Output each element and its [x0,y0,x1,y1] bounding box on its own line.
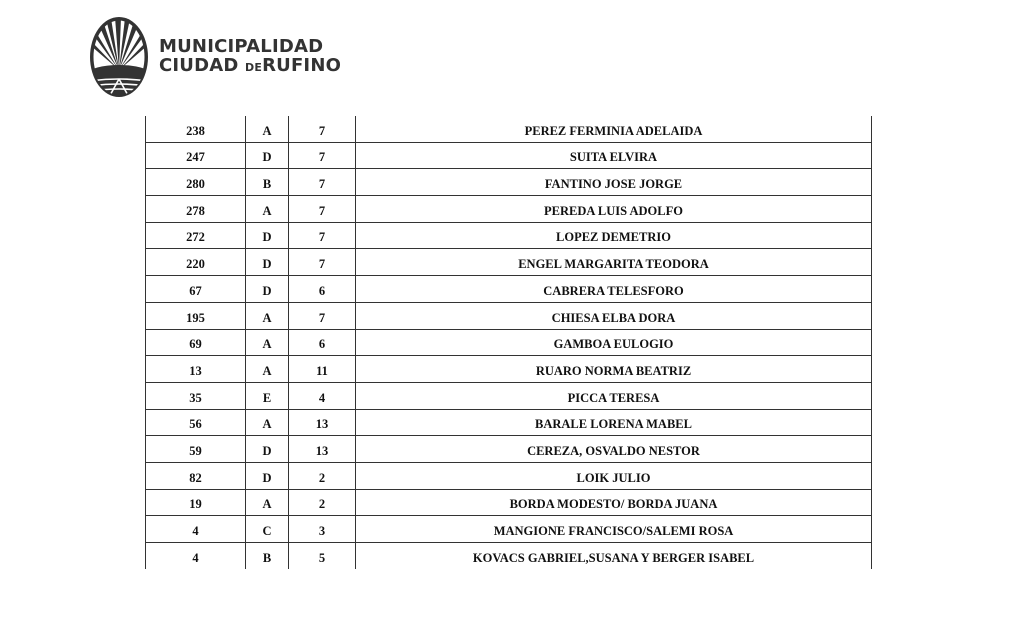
name-cell-text: SUITA ELVIRA [569,150,658,165]
name-cell-text: CHIESA ELBA DORA [551,310,676,325]
number-cell [146,116,246,142]
number-cell [146,276,246,303]
section-cell-text: A [262,310,272,325]
row-cell-text: 7 [318,150,326,165]
brand-ciudad: CIUDAD [159,55,239,76]
section-cell-text: D [262,257,272,272]
row-cell-text: 7 [318,310,326,325]
row-cell-text: 7 [318,203,326,218]
row-cell [289,329,356,356]
section-cell-text: A [262,337,272,352]
name-cell-text: RUARO NORMA BEATRIZ [535,363,692,378]
name-cell [356,249,872,276]
row-cell-text: 7 [318,230,326,245]
row-cell [289,249,356,276]
section-cell-text: A [262,497,272,512]
number-cell-text: 238 [186,123,205,138]
section-cell-text: A [262,203,272,218]
section-cell [246,222,289,249]
row-cell [289,302,356,329]
name-cell-text: BARALE LORENA MABEL [535,417,692,432]
section-cell [246,169,289,196]
table-row [146,543,872,569]
section-cell [246,409,289,436]
name-cell [356,329,872,356]
section-cell [246,489,289,516]
row-cell [289,276,356,303]
header [88,14,341,100]
number-cell-text: 82 [189,470,202,485]
row-cell-text: 2 [318,470,326,485]
section-cell [246,356,289,383]
section-cell [246,382,289,409]
row-cell [289,196,356,223]
row-cell [289,222,356,249]
section-cell-text: D [262,283,272,298]
section-cell-text: B [262,177,272,192]
table-row [146,276,872,303]
section-cell-text: D [262,470,272,485]
number-cell [146,142,246,169]
number-cell [146,409,246,436]
rufino-sun-logo-icon [88,15,150,99]
name-cell [356,196,872,223]
table-row [146,382,872,409]
row-cell [289,436,356,463]
name-cell-text: KOVACS GABRIEL,SUSANA Y BERGER ISABEL [472,550,755,565]
section-cell [246,249,289,276]
section-cell [246,196,289,223]
row-cell [289,382,356,409]
row-cell [289,409,356,436]
row-cell [289,516,356,543]
table-row [146,356,872,383]
row-cell [289,462,356,489]
row-cell [289,356,356,383]
table-row [146,169,872,196]
records-table-body [146,116,872,569]
table-row [146,329,872,356]
section-cell [246,116,289,142]
name-cell [356,409,872,436]
row-cell-text: 6 [318,283,326,298]
table-row [146,436,872,463]
number-cell-text: 59 [189,443,202,458]
name-cell [356,222,872,249]
number-cell [146,222,246,249]
section-cell [246,516,289,543]
number-cell [146,436,246,463]
row-cell-text: 6 [318,337,326,352]
row-cell-text: 5 [318,550,326,565]
row-cell-text: 11 [316,363,328,378]
name-cell [356,116,872,142]
table-row [146,116,872,142]
row-cell-text: 2 [318,497,326,512]
row-cell-text: 3 [318,524,326,538]
table-row [146,196,872,223]
name-cell [356,356,872,383]
row-cell [289,489,356,516]
row-cell-text: 7 [318,177,326,192]
number-cell [146,516,246,543]
brand-rufino: RUFINO [262,55,342,76]
number-cell-text: 278 [186,203,205,218]
brand-line-2 [159,56,341,77]
municipality-name [159,37,341,77]
number-cell [146,382,246,409]
number-cell-text: 67 [189,283,202,298]
name-cell [356,142,872,169]
number-cell-text: 35 [189,390,202,405]
name-cell [356,516,872,543]
section-cell-text: A [262,417,272,432]
brand-de: DE [245,61,263,74]
brand-line-1: MUNICIPALIDAD [159,36,324,57]
number-cell-text: 220 [186,257,205,272]
number-cell [146,489,246,516]
number-cell-text: 195 [186,310,205,325]
row-cell-text: 7 [318,123,326,138]
number-cell-text: 4 [192,550,199,565]
name-cell-text: PEREZ FERMINIA ADELAIDA [524,123,703,138]
name-cell [356,489,872,516]
row-cell-text: 7 [318,257,326,272]
number-cell [146,462,246,489]
section-cell [246,142,289,169]
table-row [146,222,872,249]
name-cell-text: LOPEZ DEMETRIO [556,230,671,245]
section-cell-text: D [262,230,272,245]
number-cell-text: 247 [186,150,205,165]
section-cell [246,276,289,303]
section-cell [246,436,289,463]
table-row [146,142,872,169]
table-row [146,516,872,543]
section-cell [246,543,289,569]
section-cell-text: D [262,443,272,458]
row-cell-text: 13 [315,417,329,432]
name-cell-text: PEREDA LUIS ADOLFO [544,203,683,218]
row-cell-text: 13 [315,443,329,458]
number-cell-text: 280 [186,177,205,192]
name-cell-text: LOIK JULIO [576,470,651,485]
name-cell-text: ENGEL MARGARITA TEODORA [518,257,709,272]
number-cell-text: 272 [186,230,205,245]
table-row [146,249,872,276]
name-cell-text: FANTINO JOSE JORGE [544,177,683,192]
records-table-wrapper [145,116,871,569]
number-cell-text: 13 [189,363,202,378]
row-cell [289,169,356,196]
section-cell [246,302,289,329]
number-cell-text: 56 [189,417,202,432]
table-row [146,462,872,489]
name-cell-text: GAMBOA EULOGIO [553,337,674,352]
table-row [146,409,872,436]
name-cell-text: BORDA MODESTO/ BORDA JUANA [509,497,718,512]
section-cell [246,329,289,356]
number-cell [146,329,246,356]
name-cell-text: CABRERA TELESFORO [543,283,684,298]
name-cell-text: CEREZA, OSVALDO NESTOR [527,443,700,458]
name-cell [356,436,872,463]
table-row [146,489,872,516]
row-cell [289,142,356,169]
number-cell [146,302,246,329]
name-cell [356,169,872,196]
section-cell-text: C [262,524,272,538]
name-cell [356,276,872,303]
number-cell [146,169,246,196]
row-cell [289,543,356,569]
row-cell [289,116,356,142]
section-cell-text: B [262,550,272,565]
number-cell [146,249,246,276]
name-cell [356,382,872,409]
number-cell-text: 69 [189,337,202,352]
number-cell [146,356,246,383]
number-cell-text: 19 [189,497,202,512]
section-cell [246,462,289,489]
section-cell-text: A [262,363,272,378]
number-cell [146,543,246,569]
section-cell-text: A [262,123,272,138]
section-cell-text: D [262,150,272,165]
row-cell-text: 4 [318,390,326,405]
section-cell-text: E [262,390,272,405]
name-cell [356,462,872,489]
table-row [146,302,872,329]
name-cell [356,302,872,329]
name-cell [356,543,872,569]
records-table [145,116,872,569]
name-cell-text: PICCA TERESA [567,390,660,405]
number-cell-text: 4 [192,524,199,538]
name-cell-text: MANGIONE FRANCISCO/SALEMI ROSA [493,524,734,538]
number-cell [146,196,246,223]
